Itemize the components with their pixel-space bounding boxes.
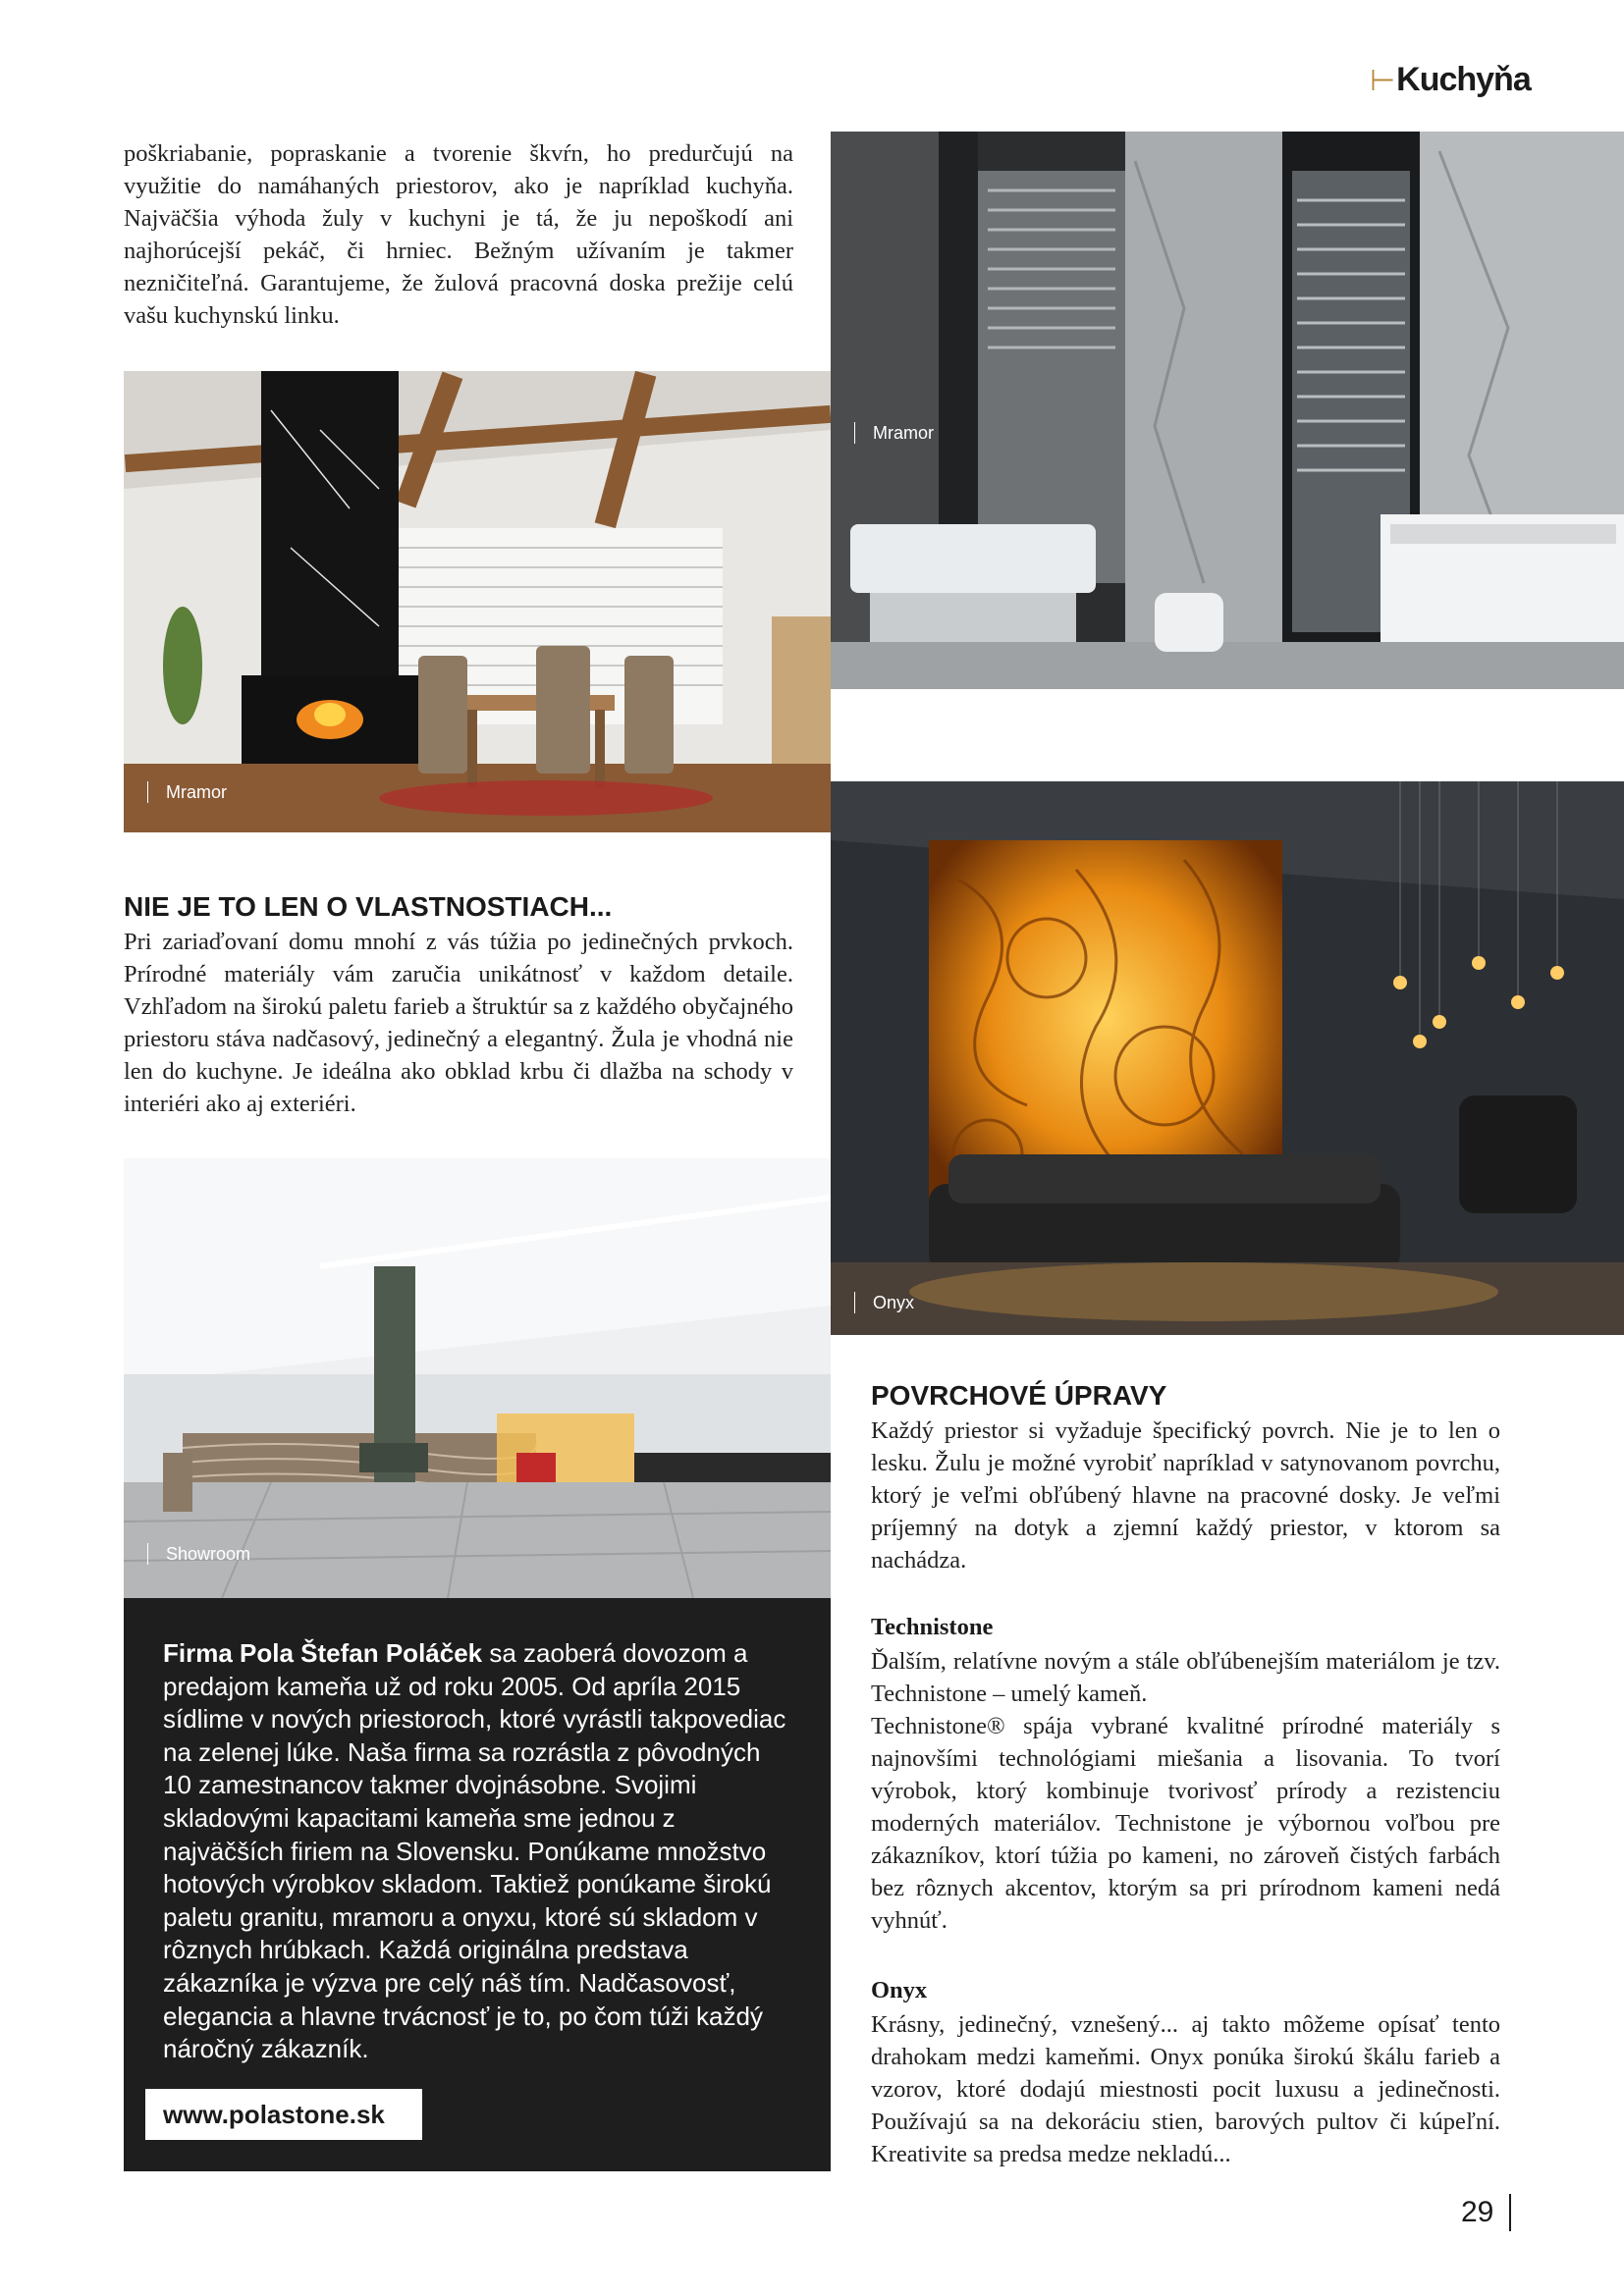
photo-onyx (831, 781, 1624, 1335)
showroom-illustration (124, 1158, 831, 1598)
section-paragraph-vlastnosti: Pri zariaďovaní domu mnohí z vás túžia po jedinečných prvkoch. Prírodné materiály vám zaručia unikátnosť v každom detaile. Vzhľadom na širokú paletu farieb a štruktúr sa z každého obyčajného priestoru stáva nadčasový, jedinečný a elegantný. Žula je vhodná nie len do kuchyne. Je ideálna ako obklad krbu či dlažba na schody v interiéri ako aj exteriéri. (124, 929, 793, 1117)
photo-bathroom (831, 132, 1624, 689)
logo-text: Kuchyňa (1396, 61, 1531, 98)
intro-paragraph: poškriabanie, popraskanie a tvorenie škvŕn, ho predurčujú na využitie do namáhaných priestorov, ako je napríklad kuchyňa. Najväčšia výhoda žuly v kuchyni je tá, že ju nepoškodí ani najhorúcejší pekáč, či hrniec. Bežným užívaním je takmer nezničiteľná. Garantujeme, že žulová pracovná doska prežije celú vašu kuchynskú linku. (124, 140, 793, 329)
caption-showroom: Showroom (147, 1543, 250, 1565)
livingroom-illustration (124, 371, 831, 832)
section-paragraph-povrchove: Každý priestor si vyžaduje špecifický povrch. Nie je to len o lesku. Žulu je možné vyrobiť napríklad v satynovanom povrchu, ktorý je veľmi obľúbený hlavne na pracovné dosky. Je veľmi príjemný na dotyk a zjemní každý priestor, v ktorom sa nachádza. (871, 1417, 1500, 1574)
company-website-link[interactable]: www.polastone.sk (145, 2089, 422, 2140)
company-description: sa zaoberá dovozom a predajom kameňa už od roku 2005. Od apríla 2015 sídlime v nových priestoroch, ktoré vyrástli takpovediac na zelenej lúke. Naša firma sa rozrástla z pôvodných 10 zamestnancov takmer dvojnásobne. Svojimi skladovými kapacitami kameňa sme jednou z najväčších firiem na Slovensku. Ponúkame množstvo hotových výrobkov skladom. Taktiež ponúkame širokú paletu granitu, mramoru a onyxu, ktoré sú skladom v rôznych hrúbkach. Každá originálna predstava zákazníka je výzva pre celý náš tím. Nadčasovosť, elegancia a hlavne trvácnosť je to, po čom túži každý náročný zákazník. (163, 1638, 786, 2064)
photo-livingroom (124, 371, 831, 832)
page-number: 29 (1461, 2194, 1511, 2231)
caption-livingroom: Mramor (147, 781, 227, 803)
section-heading-povrchove: POVRCHOVÉ ÚPRAVY (871, 1380, 1167, 1411)
subheading-technistone: Technistone (871, 1614, 994, 1640)
section-heading-vlastnosti: NIE JE TO LEN O VLASTNOSTIACH... (124, 891, 613, 922)
company-info-text (163, 1637, 791, 2066)
caption-onyx: Onyx (854, 1292, 914, 1313)
bathroom-illustration (831, 132, 1624, 689)
company-name: Firma Pola Štefan Poláček (163, 1638, 483, 1668)
caption-bathroom: Mramor (854, 422, 934, 444)
paragraph-onyx: Krásny, jedinečný, vznešený... aj takto môžeme opísať tento drahokam medzi kameňmi. Onyx ponúka širokú škálu farieb a vzorov, ktoré dodajú miestnosti pocit luxusu a jedinečnosti. Používajú sa na dekoráciu stien, barových pultov či kúpeľní. Kreativite sa predsa medze nekladú... (871, 2011, 1500, 2167)
logo-ornament-icon: ⊢ (1370, 65, 1395, 97)
subheading-onyx: Onyx (871, 1977, 928, 2003)
paragraph-technistone-detail: Technistone® spája vybrané kvalitné prírodné materiály s najnovšími technológiami miešania a lisovania. To tvorí výrobok, ktorý kombinuje tvorivosť prírody a rezistenciu moderných materiálov. Technistone je výbornou voľbou pre zákazníkov, ktorí túžia po kameni, no zároveň čistých farbách bez rôznych akcentov, ktorým sa pri prírodnom kameni nedá vyhnúť. (871, 1713, 1500, 1934)
magazine-logo (1370, 61, 1531, 99)
paragraph-technistone-intro: Ďalším, relatívne novým a stále obľúbenejším materiálom je tzv. Technistone – umelý kameň. (871, 1648, 1500, 1707)
onyx-illustration (831, 781, 1624, 1335)
photo-showroom (124, 1158, 831, 1598)
